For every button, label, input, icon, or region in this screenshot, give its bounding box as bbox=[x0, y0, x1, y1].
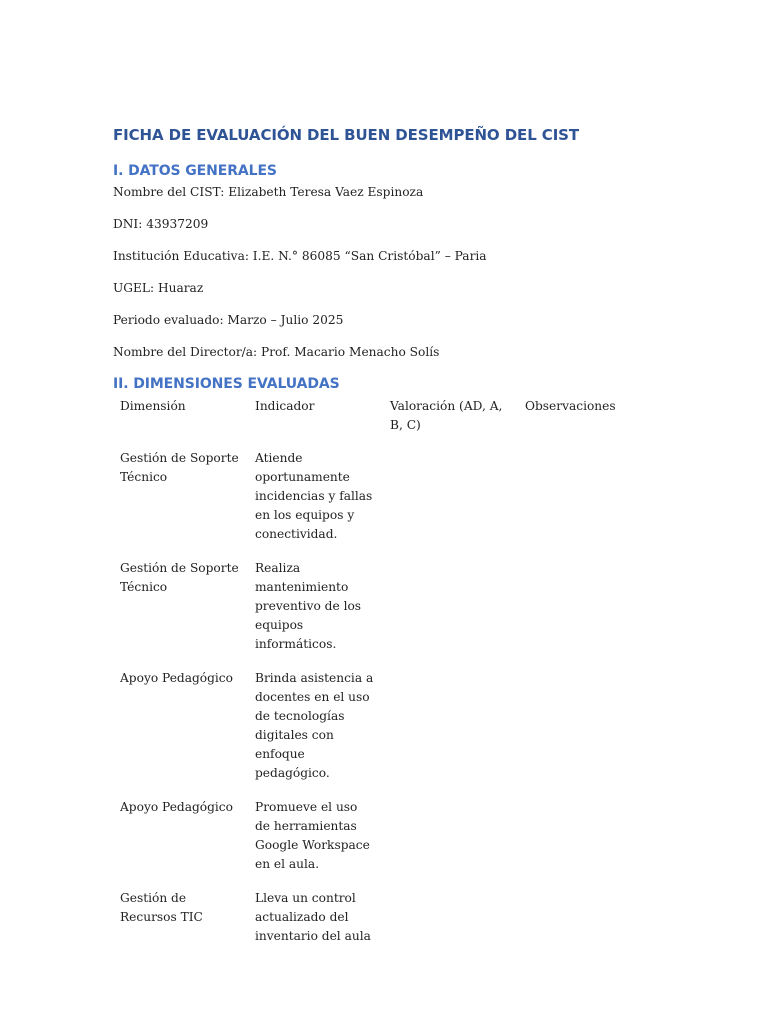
cell-observations bbox=[518, 887, 653, 959]
cell-indicator: Promueve el uso de herramientas Google Workspace en el aula. bbox=[255, 800, 370, 871]
cell-observations bbox=[518, 796, 653, 887]
cell-rating bbox=[383, 557, 518, 667]
cell-rating bbox=[383, 796, 518, 887]
field-nombre-cist: Nombre del CIST: Elizabeth Teresa Vaez Espinoza bbox=[113, 185, 424, 199]
section-heading-datos-generales: I. DATOS GENERALES bbox=[113, 163, 277, 179]
cell-dimension: Apoyo Pedagógico bbox=[120, 800, 233, 814]
column-header-indicador: Indicador bbox=[255, 399, 315, 413]
table-row bbox=[113, 887, 653, 959]
cell-rating bbox=[383, 447, 518, 557]
section-heading-dimensiones-evaluadas: II. DIMENSIONES EVALUADAS bbox=[113, 376, 340, 392]
table-row bbox=[113, 557, 653, 667]
table-row bbox=[113, 447, 653, 557]
document-page bbox=[113, 124, 653, 959]
cell-observations bbox=[518, 667, 653, 796]
cell-observations bbox=[518, 447, 653, 557]
cell-dimension: Gestión de Recursos TIC bbox=[120, 891, 203, 924]
document-title: FICHA DE EVALUACIÓN DEL BUEN DESEMPEÑO DEL CIST bbox=[113, 126, 580, 144]
field-institucion-educativa: Institución Educativa: I.E. N.° 86085 “San Cristóbal” – Paria bbox=[113, 249, 487, 263]
dimensions-table bbox=[113, 395, 653, 959]
cell-rating bbox=[383, 887, 518, 959]
field-periodo-evaluado: Periodo evaluado: Marzo – Julio 2025 bbox=[113, 313, 344, 327]
cell-dimension: Gestión de Soporte Técnico bbox=[120, 451, 239, 484]
column-header-observaciones: Observaciones bbox=[525, 399, 616, 413]
cell-rating bbox=[383, 667, 518, 796]
cell-indicator: Atiende oportunamente incidencias y fallas en los equipos y conectividad. bbox=[255, 451, 373, 541]
field-dni: DNI: 43937209 bbox=[113, 217, 209, 231]
column-header-dimension: Dimensión bbox=[120, 399, 186, 413]
table-row bbox=[113, 667, 653, 796]
cell-indicator: Realiza mantenimiento preventivo de los equipos informáticos. bbox=[255, 561, 362, 651]
field-ugel: UGEL: Huaraz bbox=[113, 281, 204, 295]
field-nombre-director: Nombre del Director/a: Prof. Macario Menacho Solís bbox=[113, 345, 440, 359]
cell-indicator: Brinda asistencia a docentes en el uso de tecnologías digitales con enfoque pedagógico. bbox=[255, 671, 374, 780]
table-header-row bbox=[113, 395, 653, 447]
column-header-valoracion: Valoración (AD, A, B, C) bbox=[390, 399, 503, 432]
cell-dimension: Gestión de Soporte Técnico bbox=[120, 561, 239, 594]
table-row bbox=[113, 796, 653, 887]
cell-dimension: Apoyo Pedagógico bbox=[120, 671, 233, 685]
cell-observations bbox=[518, 557, 653, 667]
cell-indicator: Lleva un control actualizado del inventario del aula bbox=[255, 891, 371, 943]
